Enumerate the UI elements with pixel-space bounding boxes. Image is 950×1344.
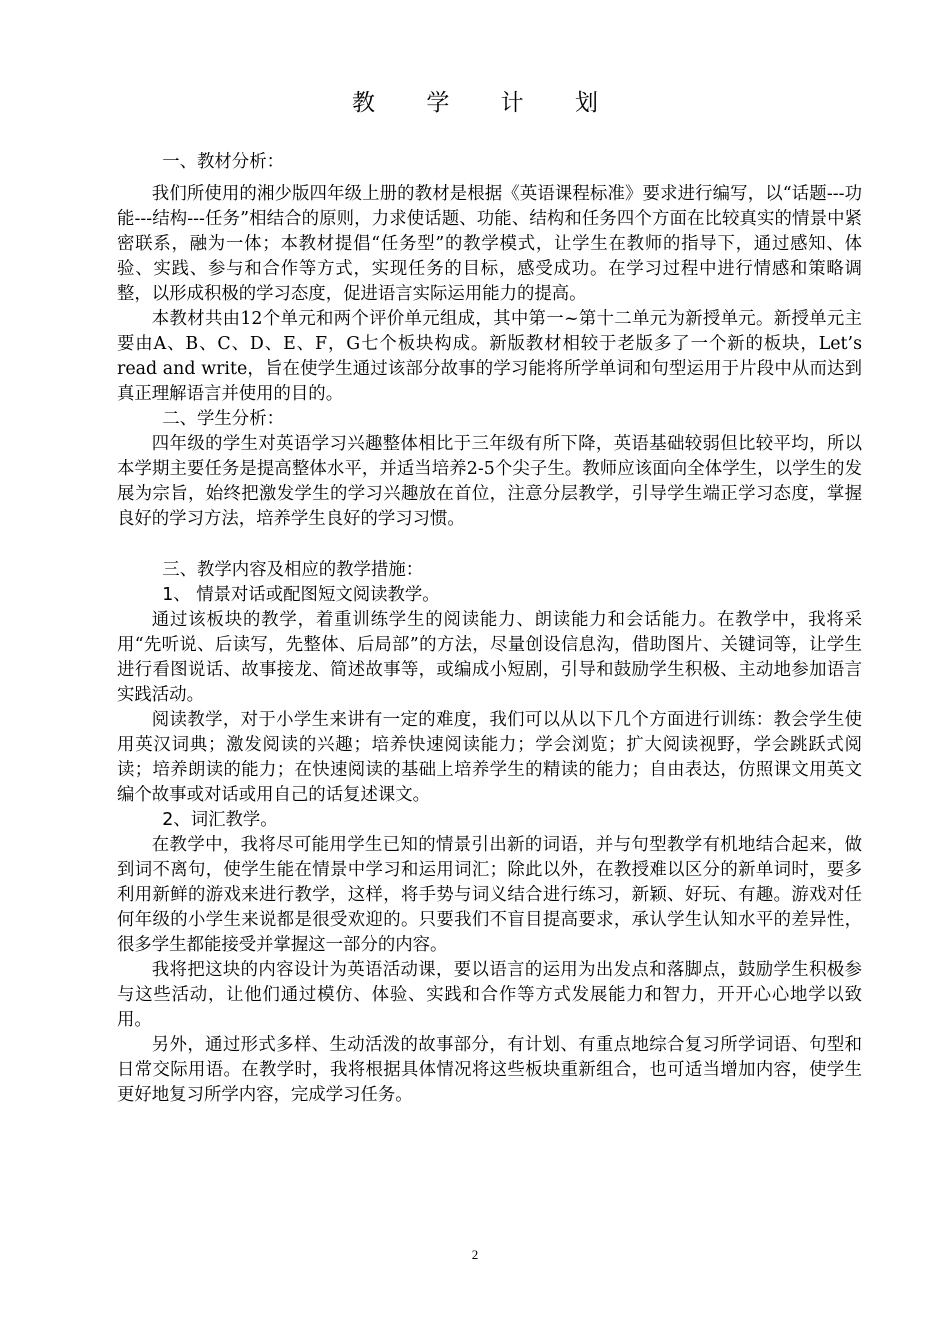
paragraph-dialogue-reading-2: 阅读教学，对于小学生来讲有一定的难度，我们可以从以下几个方面进行训练：教会学生使用英汉词典；激发阅读的兴趣；培养快速阅读能力；学会浏览；扩大阅读视野，学会跳跃式阅读；培养朗读的能力；在快速阅读的基础上培养学生的精读的能力；自由表达，仿照课文用英文编个故事或对话或用自己的话复述课文。	[117, 710, 862, 805]
paragraph-student-analysis: 四年级的学生对英语学习兴趣整体相比于三年级有所下降，英语基础较弱但比较平均，所以本学期主要任务是提高整体水平，并适当培养2-5个尖子生。教师应该面向全体学生，以学生的发展为宗旨，始终把激发学生的学习兴趣放在首位，注意分层教学，引导学生端正学习态度，掌握良好的学习方法，培养学生良好的学习习惯。	[117, 434, 862, 529]
spacer	[117, 532, 862, 558]
paragraph-textbook-analysis-1: 我们所使用的湘少版四年级上册的教材是根据《英语课程标准》要求进行编写，以“话题---功能---结构---任务”相结合的原则，力求使话题、功能、结构和任务四个方面在比较真实的情景中紧密联系，融为一体；本教材提倡“任务型”的教学模式，让学生在教师的指导下，通过感知、体验、实践、参与和合作等方式，实现任务的目标，感受成功。在学习过程中进行情感和策略调整，以形成积极的学习态度，促进语言实际运用能力的提高。	[117, 184, 862, 304]
section-heading-student-analysis: 二、学生分析：	[162, 409, 284, 429]
paragraph-vocabulary-3: 另外，通过形式多样、生动活泼的故事部分，有计划、有重点地综合复习所学词语、句型和日常交际用语。在教学时，我将根据具体情况将这些板块重新组合，也可适当增加内容，使学生更好地复习所学内容，完成学习任务。	[117, 1035, 862, 1105]
document-title: 教 学 计 划	[352, 90, 620, 116]
page-number: 2	[471, 1247, 479, 1262]
spacer	[117, 175, 862, 182]
subheading-vocabulary: 2、词汇教学。	[162, 810, 278, 830]
paragraph-dialogue-reading-1: 通过该板块的教学，着重训练学生的阅读能力、朗读能力和会话能力。在教学中，我将采用“先听说、后读写，先整体、后局部”的方法，尽量创设信息沟，借助图片、关键词等，让学生进行看图说话、故事接龙、简述故事等，或编成小短剧，引导和鼓励学生积极、主动地参加语言实践活动。	[117, 610, 862, 705]
section-heading-textbook-analysis: 一、教材分析：	[162, 152, 284, 172]
paragraph-vocabulary-1: 在教学中，我将尽可能用学生已知的情景引出新的词语，并与句型教学有机地结合起来，做到词不离句，使学生能在情景中学习和运用词汇；除此以外，在教授难以区分的新单词时，要多利用新鲜的游戏来进行教学，这样，将手势与词义结合进行练习，新颖、好玩、有趣。游戏对任何年级的小学生来说都是很受欢迎的。只要我们不盲目提高要求，承认学生认知水平的差异性，很多学生都能接受并掌握这一部分的内容。	[117, 835, 862, 955]
paragraph-textbook-analysis-2: 本教材共由12个单元和两个评价单元组成，其中第一~第十二单元为新授单元。新授单元主要由A、B、C、D、E、F，G七个板块构成。新版教材相较于老版多了一个新的板块，Let’s read and write，旨在使学生通过该部分故事的学习能将所学单词和句型运用于片段中从而达到真正理解语言并使用的目的。	[117, 309, 862, 404]
document-body	[117, 150, 862, 1108]
paragraph-vocabulary-2: 我将把这块的内容设计为英语活动课，要以语言的运用为出发点和落脚点，鼓励学生积极参与这些活动，让他们通过模仿、体验、实践和合作等方式发展能力和智力，开开心心地学以致用。	[117, 960, 862, 1030]
subheading-dialogue-reading: 1、 情景对话或配图短文阅读教学。	[162, 585, 440, 605]
section-heading-teaching-content: 三、教学内容及相应的教学措施：	[162, 560, 424, 580]
